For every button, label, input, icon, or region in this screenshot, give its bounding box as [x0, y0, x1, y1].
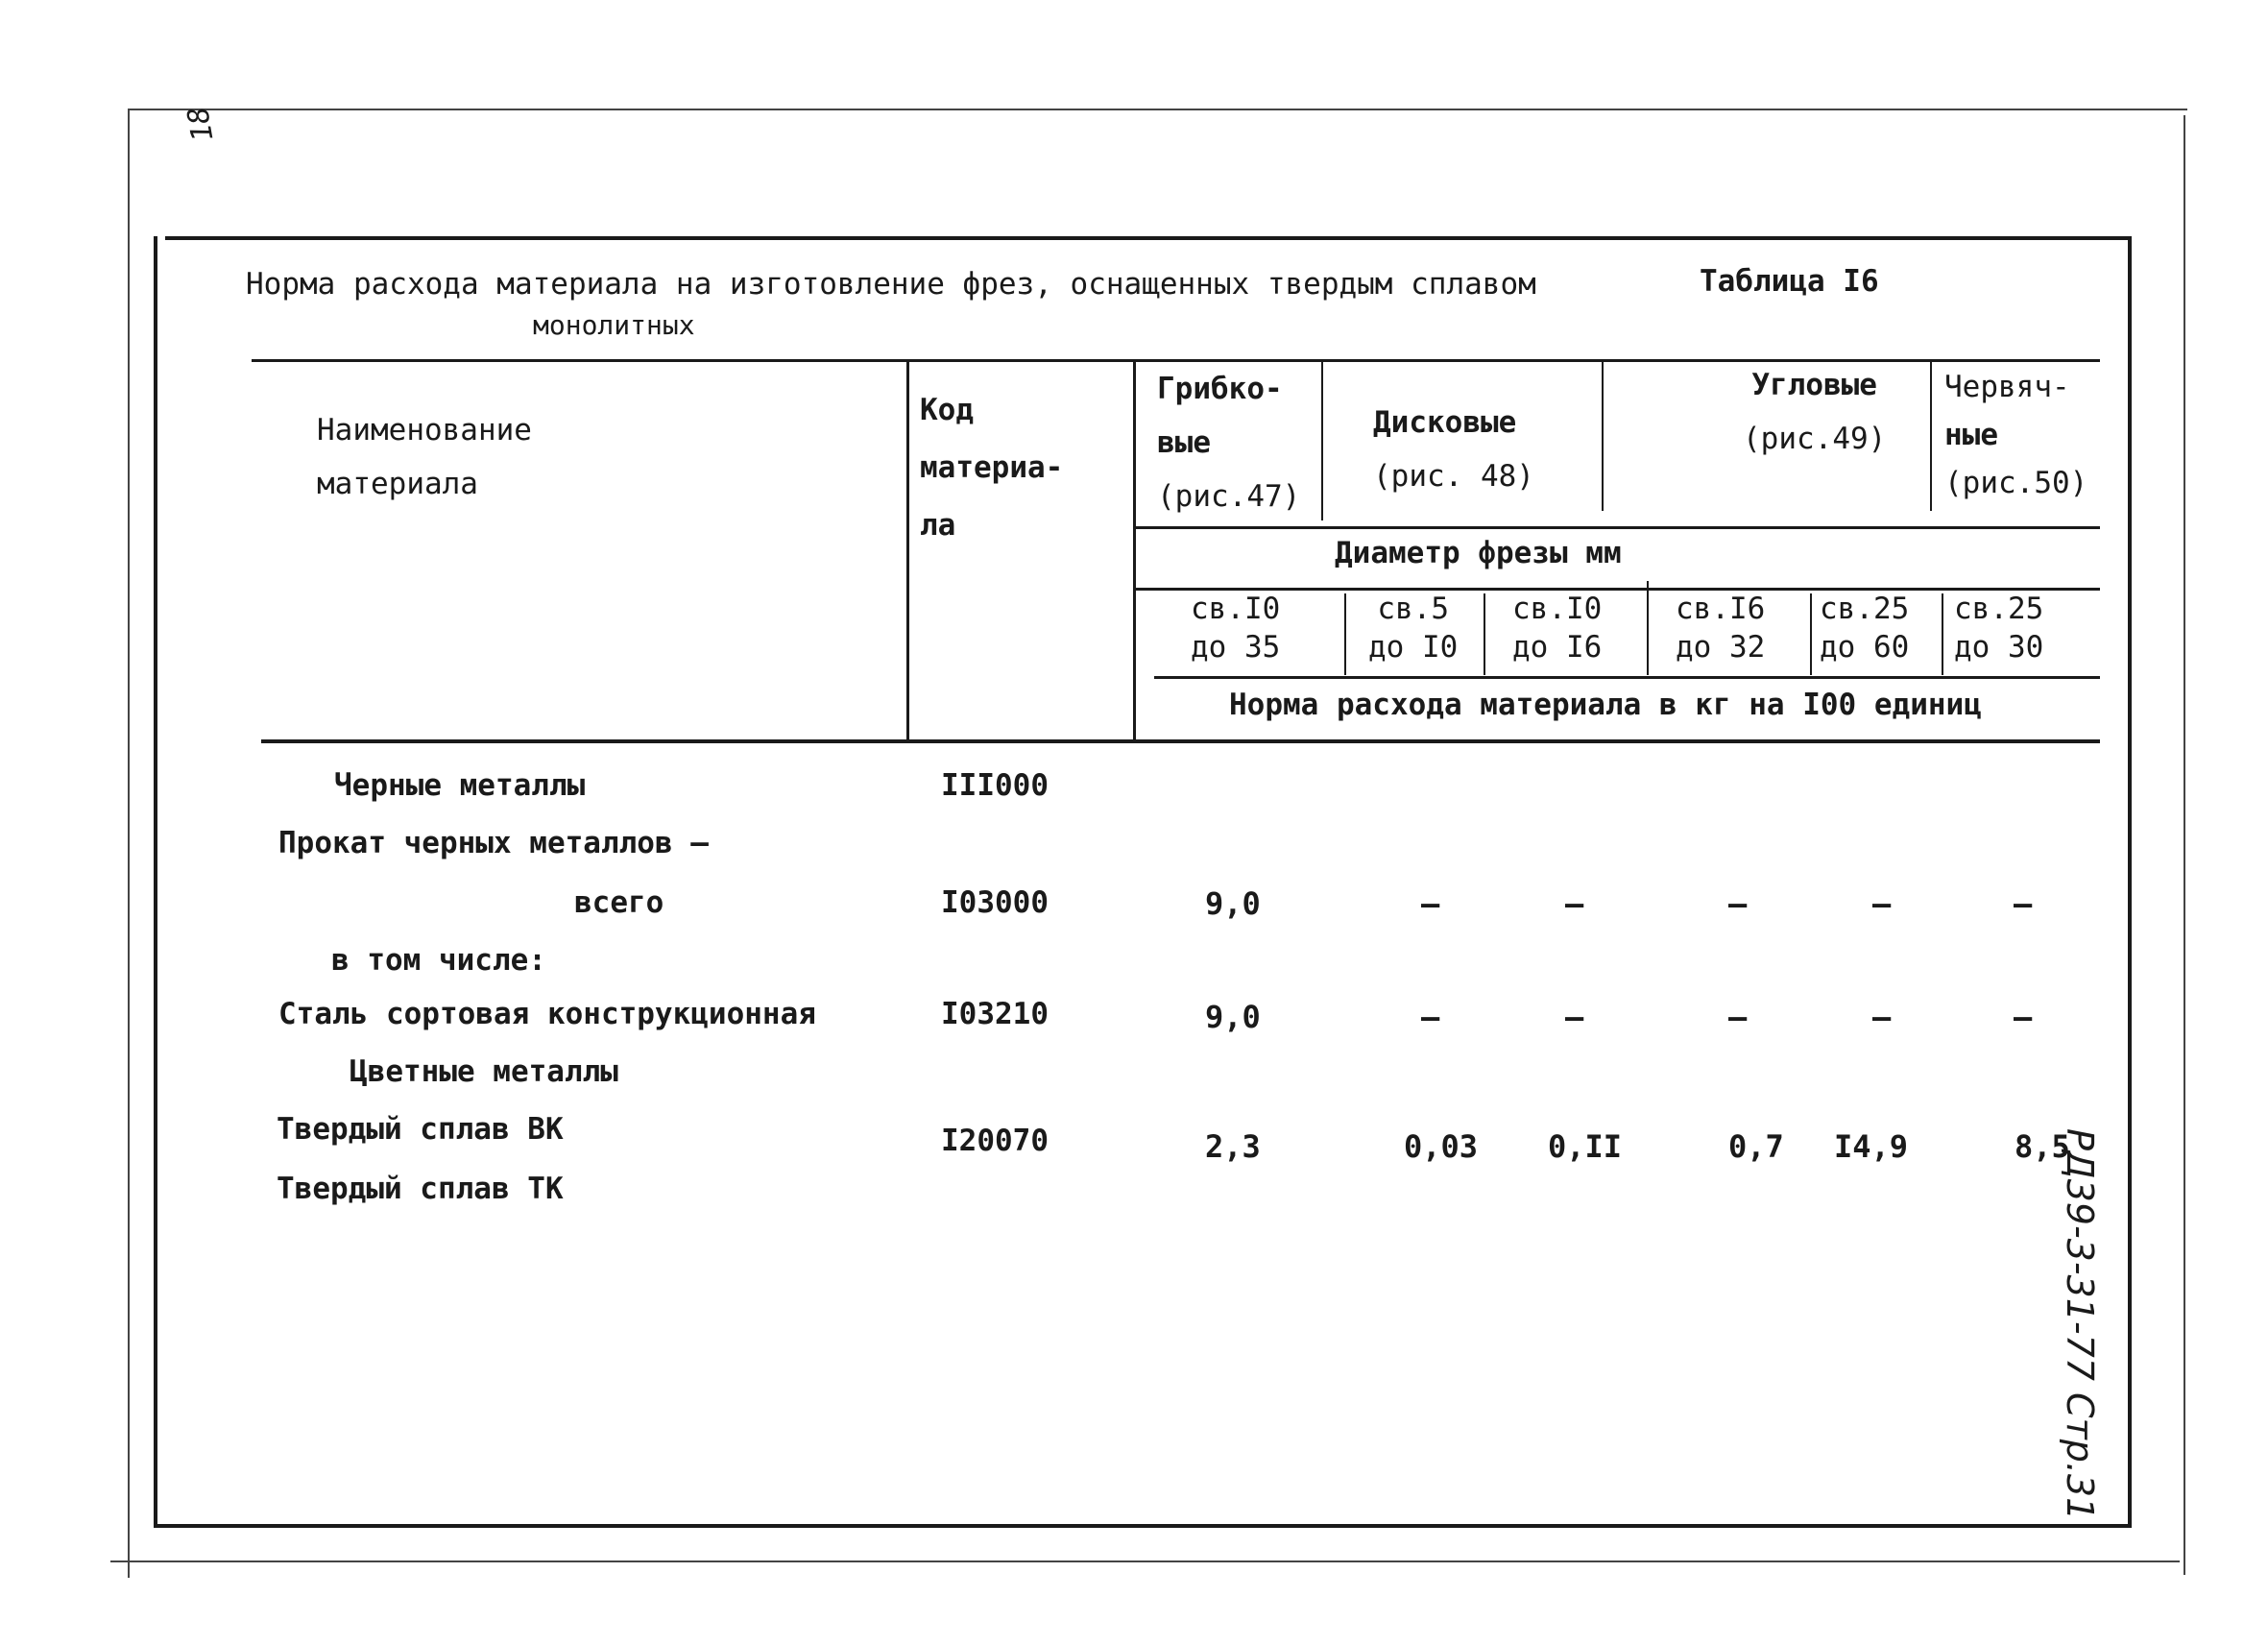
cell-value: –	[1872, 885, 1892, 922]
frame-bottom	[154, 1524, 2132, 1528]
range-div-4	[1810, 593, 1812, 675]
cell-value: –	[1421, 999, 1440, 1035]
header-code-line3: ла	[920, 508, 956, 543]
header-angle	[1743, 358, 1886, 466]
cell-value: –	[1872, 999, 1892, 1035]
cell-value: 2,3	[1205, 1128, 1261, 1165]
range-3	[1512, 590, 1602, 666]
header-mushroom	[1157, 362, 1300, 523]
header-name-line1: Наименование	[317, 413, 532, 448]
header-worm	[1944, 363, 2087, 507]
cell-value: –	[2014, 999, 2033, 1035]
range-6-from: св.25	[1954, 592, 2044, 626]
page-edge-bottom	[110, 1560, 2180, 1562]
range-4	[1676, 590, 1765, 666]
range-4-from: св.I6	[1676, 592, 1766, 626]
header-code-line1: Код	[920, 393, 974, 427]
table-title: Норма расхода материала на изготовление фрез, оснащенных твердым сплавом	[246, 267, 1536, 302]
cell-value: 0,7	[1728, 1128, 1784, 1165]
range-1-from: св.I0	[1191, 592, 1281, 626]
header-norm: Норма расхода материала в кг на I00 единиц	[1229, 688, 1982, 722]
row-name: Черные металлы	[334, 768, 586, 803]
frame-left	[154, 236, 157, 1528]
table-label: Таблица I6	[1700, 264, 1879, 299]
range-6-to: до 30	[1954, 630, 2044, 665]
page-edge-right	[2184, 115, 2185, 1575]
header-bottom-rule	[261, 739, 2100, 743]
cell-value: –	[1565, 999, 1584, 1035]
header-diameter: Диаметр фрезы мм	[1335, 536, 1622, 570]
range-div-2	[1484, 593, 1485, 675]
cell-value: I4,9	[1834, 1128, 1909, 1165]
page-edge-top	[130, 109, 2187, 110]
type-div-3	[1930, 362, 1932, 511]
row-name: Прокат черных металлов –	[278, 826, 709, 860]
range-div-5	[1942, 593, 1943, 675]
page-number: 18	[181, 104, 221, 144]
cell-value: –	[1728, 999, 1748, 1035]
row-name: в том числе:	[331, 943, 546, 978]
header-mushroom-line1: Грибко-	[1157, 372, 1283, 406]
cell-value: 9,0	[1205, 885, 1261, 922]
ranges-bottom-rule	[1154, 676, 2100, 679]
header-code-line2: материа-	[920, 450, 1064, 485]
range-2	[1368, 590, 1458, 666]
type-div-2	[1602, 362, 1604, 511]
header-angle-line2: (рис.49)	[1743, 422, 1887, 456]
cell-value: –	[2014, 885, 2033, 922]
table-title-cont: монолитных	[533, 309, 695, 341]
header-name	[317, 403, 532, 511]
range-5	[1820, 590, 1909, 666]
document-stamp: РД39-3-31-77 Стр.31	[2059, 1128, 2101, 1521]
range-4-to: до 32	[1676, 630, 1766, 665]
header-disc	[1373, 396, 1534, 503]
row-name: Цветные металлы	[350, 1054, 618, 1089]
type-div-1	[1321, 362, 1323, 520]
cell-value: –	[1728, 885, 1748, 922]
header-name-line2: материала	[317, 467, 478, 501]
header-angle-line1: Угловые	[1751, 368, 1877, 402]
row-name: Сталь сортовая конструкционная	[278, 997, 816, 1031]
header-worm-line2: ные	[1944, 418, 1998, 452]
row-code: I03210	[941, 997, 1049, 1031]
range-1	[1191, 590, 1280, 666]
range-5-from: св.25	[1820, 592, 1910, 626]
cell-value: 0,03	[1404, 1128, 1479, 1165]
range-2-from: св.5	[1377, 592, 1449, 626]
cell-value: –	[1565, 885, 1584, 922]
header-disc-line2: (рис. 48)	[1373, 459, 1534, 494]
cell-value: 8,5	[2015, 1128, 2070, 1165]
page-edge-left	[128, 109, 130, 1578]
range-div-1	[1344, 593, 1346, 675]
range-5-to: до 60	[1820, 630, 1910, 665]
diameter-top-rule	[1136, 526, 2100, 529]
range-2-to: до I0	[1368, 630, 1459, 665]
header-worm-line1: Червяч-	[1944, 370, 2070, 404]
range-3-from: св.I0	[1512, 592, 1603, 626]
range-1-to: до 35	[1191, 630, 1281, 665]
cell-value: –	[1421, 885, 1440, 922]
header-mushroom-line2: вые	[1157, 425, 1211, 460]
col-code-left-rule	[906, 362, 909, 741]
row-code: III000	[941, 768, 1049, 803]
range-3-to: до I6	[1512, 630, 1603, 665]
header-worm-line3: (рис.50)	[1944, 466, 2088, 500]
row-name: Твердый сплав ВК	[277, 1112, 564, 1147]
range-6	[1954, 590, 2043, 666]
cell-value: 9,0	[1205, 999, 1261, 1035]
header-disc-line1: Дисковые	[1373, 405, 1517, 440]
header-code	[920, 381, 1063, 554]
row-name: Твердый сплав ТК	[277, 1172, 564, 1206]
row-name: всего	[574, 885, 664, 920]
header-mushroom-line3: (рис.47)	[1157, 479, 1301, 514]
frame-top	[165, 236, 2132, 240]
col-code-right-rule	[1133, 362, 1136, 741]
row-code: I03000	[941, 885, 1049, 920]
frame-right	[2128, 236, 2132, 1528]
range-div-3	[1647, 581, 1649, 675]
row-code: I20070	[941, 1124, 1049, 1158]
cell-value: 0,II	[1548, 1128, 1623, 1165]
